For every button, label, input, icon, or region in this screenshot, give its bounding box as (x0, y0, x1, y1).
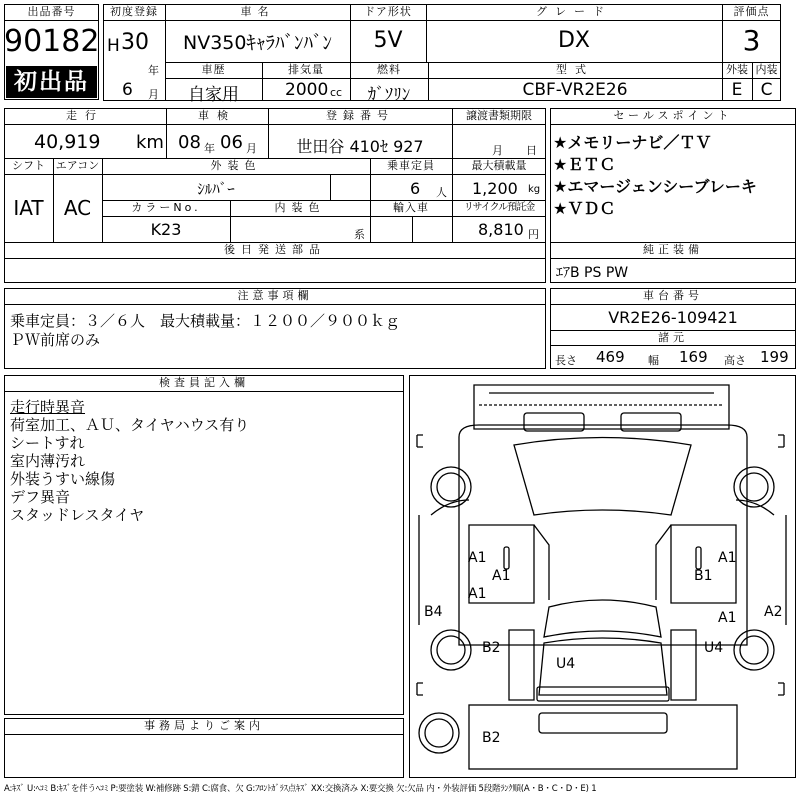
lot-number: 90182 (4, 24, 100, 59)
damage-mark: A1 (492, 568, 511, 584)
colorno-label: カラーNo. (131, 201, 201, 214)
wid-label: 幅 (648, 354, 659, 367)
recycle: 8,810 (478, 220, 524, 239)
inspection-month-unit: 月 (246, 142, 257, 155)
chassis-number: VR2E26-109421 (608, 308, 738, 327)
reg-year: 30 (121, 30, 149, 55)
load-label: 最大積載量 (471, 159, 527, 172)
hgt-label: 高さ (724, 354, 746, 367)
sales-item: ★ＥＴＣ (553, 155, 616, 174)
ac: AC (63, 196, 92, 220)
intcolor-label: 内装色 (274, 201, 326, 214)
seats-unit: 人 (436, 186, 447, 199)
door-type: 5V (373, 28, 403, 53)
plate: 世田谷 410ｾ 927 (296, 137, 424, 156)
int-score: C (760, 80, 773, 100)
shift-label: シフト (12, 159, 45, 172)
fuel-label: 燃料 (377, 63, 401, 76)
doc-day-unit: 日 (526, 144, 537, 157)
colorno: K23 (150, 220, 182, 239)
import-label: 輸入車 (393, 201, 429, 214)
later-label: 後日発送部品 (224, 243, 326, 256)
ac-label: エアコン (55, 159, 100, 172)
inspector-line: 室内薄汚れ (10, 452, 86, 470)
inspection-year-unit: 年 (204, 142, 215, 155)
reg-month: 6 (122, 80, 133, 100)
inspector-line: スタッドレスタイヤ (10, 506, 145, 524)
inspector-line: デフ異音 (10, 488, 71, 506)
damage-mark: U4 (556, 656, 576, 672)
damage-mark: B4 (424, 604, 443, 620)
score: 3 (742, 24, 761, 57)
year-unit: 年 (148, 64, 159, 77)
reg-era: H (107, 36, 120, 56)
disp-unit: cc (330, 86, 343, 99)
damage-mark: B2 (482, 640, 501, 656)
equip-label: 純正装備 (643, 243, 703, 256)
car-name: NV350ｷｬﾗﾊﾞﾝﾊﾞﾝ (183, 32, 332, 54)
mileage-label: 走行 (66, 109, 104, 122)
history: 自家用 (188, 85, 239, 105)
sales-label: セールスポイント (613, 109, 733, 122)
seats: 6 (410, 179, 421, 198)
chassis-label: 車台番号 (643, 289, 703, 302)
color: ｼﾙﾊﾞｰ (197, 180, 235, 198)
color-label: 外装色 (210, 159, 262, 172)
damage-mark: B1 (694, 568, 713, 584)
displacement: 2000 (285, 80, 329, 100)
damage-mark: A1 (468, 550, 487, 566)
shift: IAT (13, 196, 44, 220)
len-label: 長さ (555, 354, 577, 367)
inspector-line: シートすれ (10, 434, 85, 452)
load: 1,200 (472, 179, 518, 198)
sales-item: ★ＶＤＣ (553, 199, 616, 218)
recycle-label: リサイクル預託金 (463, 202, 535, 213)
inspection-year: 08 (178, 132, 201, 153)
name-label: 車名 (240, 5, 275, 18)
inspector-line: 荷室加工、ＡＵ、タイヤハウス有り (10, 416, 250, 434)
ext-score: E (731, 80, 743, 100)
dims-label: 諸元 (658, 331, 688, 344)
damage-mark: A2 (764, 604, 783, 620)
notes-line: 乗車定員：３／６人 最大積載量：１２００／９００ｋｇ (10, 312, 401, 330)
width: 169 (679, 348, 708, 366)
score-label: 評価点 (733, 5, 770, 18)
mileage: 40,919 (34, 131, 101, 153)
equip-value: ｴｱB PS PW (556, 265, 629, 281)
notes-line: ＰＷ前席のみ (10, 331, 101, 349)
seats-label: 乗車定員 (387, 159, 435, 172)
door-label: ドア形状 (364, 5, 412, 18)
length: 469 (596, 348, 625, 366)
model-label: 型式 (556, 63, 594, 76)
inspector-line: 外装うすい線傷 (10, 470, 116, 488)
month-unit: 月 (148, 88, 159, 101)
disp-label: 排気量 (288, 63, 324, 76)
office-label: 事務局よりご案内 (144, 719, 264, 732)
inspector-line: 走行時異音 (10, 398, 86, 416)
damage-mark: A1 (718, 550, 737, 566)
history-label: 車歴 (201, 63, 226, 76)
legend: A:ｷｽﾞ U:ﾍｺﾐ B:ｷｽﾞを伴うﾍｺﾐ P:要塗装 W:補修跡 S:錆 C:腐食、欠 G:ﾌﾛﾝﾄｶﾞﾗｽ点ｷｽﾞ XX:交換済み X:要交換 欠:欠品 内・外装評価 5段階ﾗﾝｸ順(A・B・C・D・E) 1 (4, 784, 597, 794)
lot-label: 出品番号 (27, 5, 76, 18)
doc-label: 譲渡書類期限 (466, 109, 532, 122)
damage-mark: A1 (718, 610, 737, 626)
inspector-label: 検査員記入欄 (159, 376, 249, 389)
sales-item: ★メモリーナビ／ＴＶ (553, 133, 712, 152)
inspection-month: 06 (220, 132, 243, 153)
sales-item: ★エマージェンシーブレーキ (553, 177, 757, 196)
recycle-unit: 円 (528, 228, 539, 241)
model-code: CBF-VR2E26 (522, 80, 628, 100)
int-label: 内装 (755, 63, 778, 76)
grade-label: グレード (536, 5, 612, 18)
vehicle-diagram (409, 375, 796, 778)
damage-mark: A1 (468, 586, 487, 602)
load-unit: kg (528, 184, 541, 195)
inspection-label: 車検 (198, 109, 236, 122)
notes-label: 注意事項欄 (237, 289, 313, 302)
plate-label: 登録番号 (326, 109, 394, 122)
ext-label: 外装 (726, 63, 748, 76)
first-listing-label: 初出品 (14, 69, 89, 95)
fuel: ｶﾞｿﾘﾝ (367, 85, 411, 105)
damage-mark: U4 (704, 640, 724, 656)
reg-label: 初度登録 (110, 5, 158, 18)
damage-mark: B2 (482, 730, 501, 746)
height: 199 (760, 348, 789, 366)
intcolor-unit: 系 (354, 228, 365, 241)
mileage-unit: km (136, 132, 164, 153)
doc-month-unit: 月 (492, 144, 503, 157)
grade: DX (557, 28, 590, 53)
